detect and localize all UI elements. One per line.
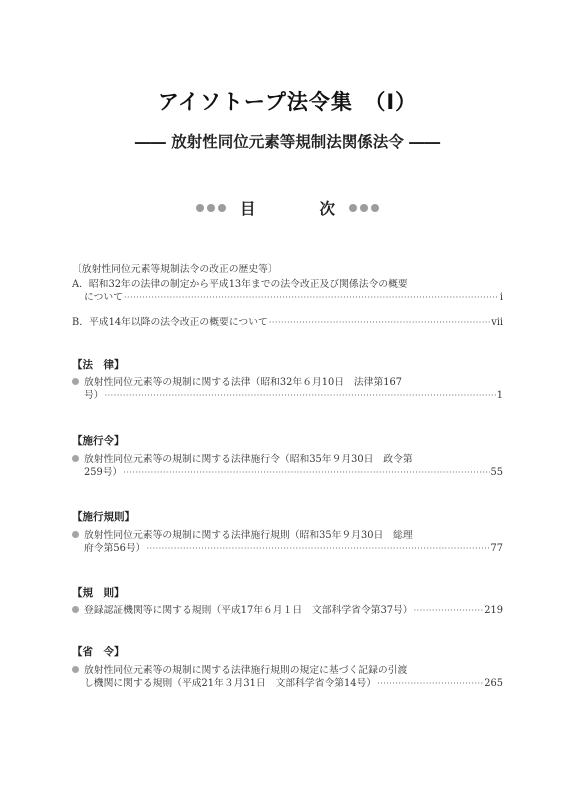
toc-entry-text: 放射性同位元素等の規制に関する法律施行規則の規定に基づく記録の引渡 — [84, 665, 408, 676]
toc-entry-history-b[interactable] — [72, 316, 503, 329]
toc-page-number: 1 — [496, 390, 503, 401]
dot-leader — [377, 677, 483, 690]
contents-heading — [0, 197, 575, 219]
dot-leader — [269, 316, 490, 329]
book-title: アイソトープ法令集 （Ⅰ） — [157, 90, 418, 114]
toc-entry-text-cont: 号） — [84, 390, 104, 401]
toc-entry-text: 放射性同位元素等の規制に関する法律施行令（昭和35年９月30日 政令第 — [84, 454, 413, 465]
dot-leader — [414, 604, 484, 617]
toc-page-number: 77 — [490, 543, 503, 554]
toc-entry-text-cont: 府令第56号） — [84, 543, 146, 554]
dot-leader — [124, 291, 499, 304]
bullet-icon — [72, 606, 79, 613]
toc-entry-text: A．昭和32年の法律の制定から平成13年までの法令改正及び関係法令の概要 — [72, 279, 408, 290]
bullet-icon — [72, 455, 79, 462]
toc-page-number: 219 — [484, 605, 503, 616]
book-subtitle: ―― 放射性同位元素等規制法関係法令 ―― — [134, 133, 441, 151]
toc-entry-text: B．平成14年以降の法令改正の概要について — [72, 317, 268, 328]
section-heading-regulation: 【施行規則】 — [72, 511, 135, 523]
toc-entry-text: 放射性同位元素等の規制に関する法律（昭和32年６月10日 法律第167 — [84, 377, 402, 388]
dot-leader — [146, 542, 489, 555]
bullet-icon — [72, 531, 79, 538]
dot-leader — [123, 466, 489, 479]
section-heading-ministerial: 【省 令】 — [72, 646, 125, 658]
section-heading-rules: 【規 則】 — [72, 587, 125, 599]
toc-page-number: 55 — [490, 467, 503, 478]
bullet-icon — [72, 378, 79, 385]
bullet-icon — [72, 666, 79, 673]
decorative-dots-right — [349, 204, 379, 212]
history-heading: 〔放射性同位元素等規制法令の改正の歴史等〕 — [72, 264, 278, 275]
toc-page-number: ⅶ — [491, 317, 503, 328]
dot-leader — [105, 389, 496, 402]
contents-heading-left: 目 — [239, 200, 256, 218]
toc-page-number: ⅰ — [499, 292, 503, 303]
toc-entry-rules[interactable] — [72, 604, 503, 617]
contents-heading-right: 次 — [319, 200, 336, 218]
toc-entry-history-a[interactable] — [72, 278, 503, 304]
toc-entry-order[interactable] — [72, 453, 503, 479]
toc-entry-text: 登録認証機関等に関する規則（平成17年６月１日 文部科学省令第37号） — [84, 605, 413, 616]
toc-entry-ministerial[interactable] — [72, 664, 503, 690]
toc-entry-text-cont: について — [84, 292, 123, 303]
section-heading-law: 【法 律】 — [72, 359, 125, 371]
decorative-dots-left — [196, 204, 226, 212]
toc-page-number: 265 — [484, 678, 503, 689]
toc-entry-text-cont: し機関に関する規則（平成21年３月31日 文部科学省令第14号） — [84, 678, 377, 689]
toc-entry-regulation[interactable] — [72, 529, 503, 555]
toc-entry-law[interactable] — [72, 376, 503, 402]
toc-entry-text-cont: 259号） — [84, 467, 123, 478]
toc-entry-text: 放射性同位元素等の規制に関する法律施行規則（昭和35年９月30日 総理 — [84, 530, 413, 541]
section-heading-order: 【施行令】 — [72, 435, 125, 447]
